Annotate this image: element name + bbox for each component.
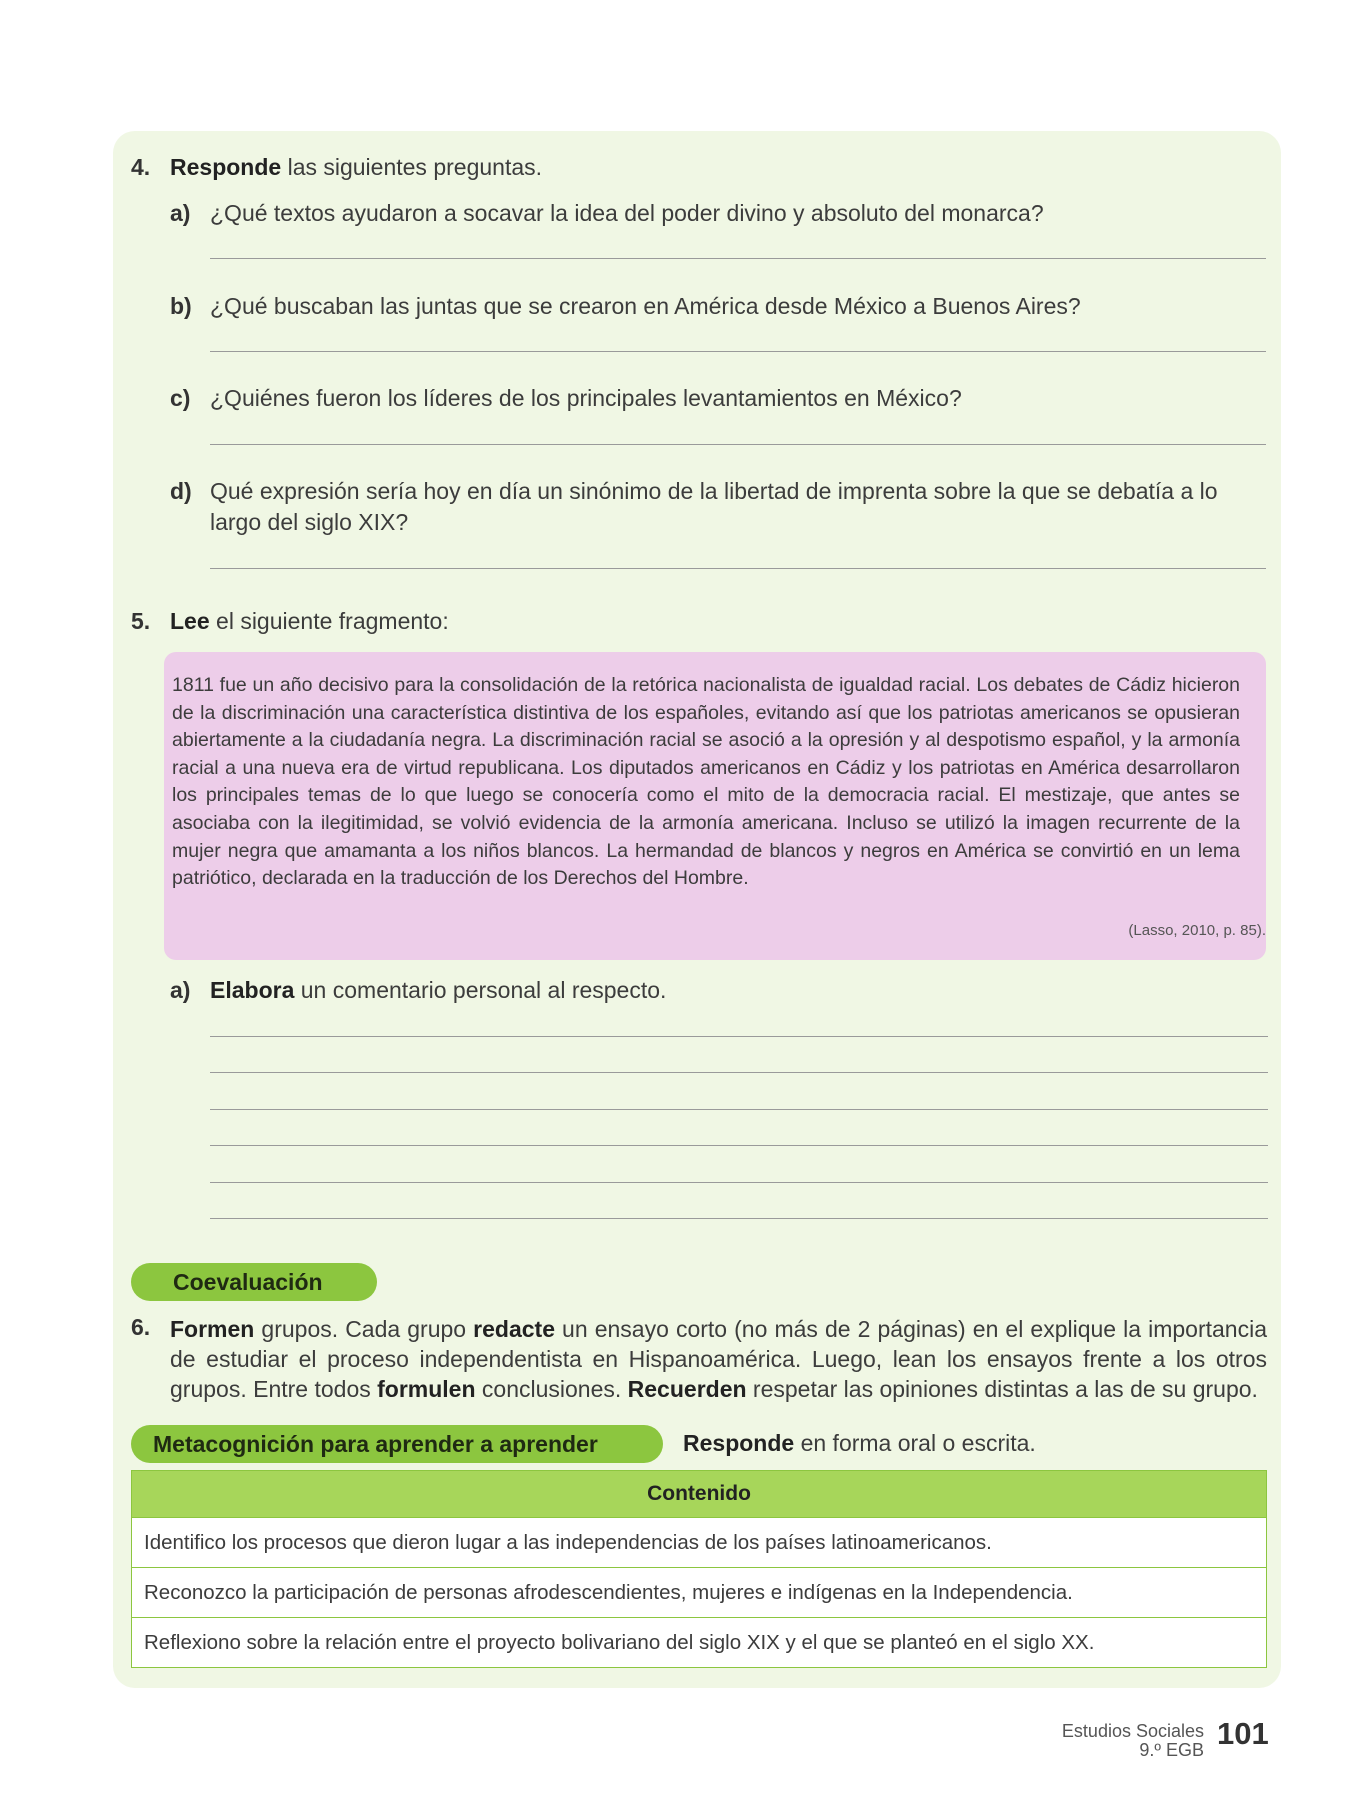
q6-text-1: grupos. Cada grupo [254, 1316, 474, 1342]
answer-line-5a-2[interactable] [210, 1072, 1268, 1073]
answer-line-4a[interactable] [210, 258, 1266, 259]
quote-citation: (Lasso, 2010, p. 85). [1128, 922, 1266, 939]
question-4d-text: Qué expresión sería hoy en día un sinónimo de la libertad de imprenta sobre la que se debatía a lo largo del siglo XIX? [210, 478, 1218, 535]
footer-subject-block [1062, 1722, 1204, 1760]
question-4b-label: b) [170, 293, 192, 319]
q6-word-formen: Formen [170, 1316, 255, 1342]
answer-line-5a-1[interactable] [210, 1036, 1268, 1037]
question-4-rest: las siguientes preguntas. [281, 154, 543, 180]
question-5a-rest: un comentario personal al respecto. [294, 977, 667, 1003]
page-number: 101 [1217, 1716, 1269, 1751]
question-5a-text [210, 975, 1270, 1006]
question-4-verb: Responde [170, 154, 282, 180]
quote-text: 1811 fue un año decisivo para la consolidación de la retórica nacionalista de igualdad racial. Los debates de Cádiz hicieron de la discriminación una característica distintiva de los españoles, evitando así que los patriotas americanos se opusieran abiertamente a la ciudadanía negra. La discriminación racial se asoció a la opresión y al despotismo español, y la armonía racial a una nueva era de virtud republicana. Los diputados americanos en Cádiz y los patriotas en América desarrollaron los principales temas de lo que luego se conocería como el mito de la democracia racial. El mestizaje, que antes se asociaba con la ilegitimidad, se volvió evidencia de la armonía americana. Incluso se utilizó la imagen recurrente de la mujer negra que amamanta a los niños blancos. La hermandad de blancos y negros en América se convirtió en un lema patriótico, declarada en la traducción de los Derechos del Hombre. [172, 674, 1240, 890]
question-4c-label: c) [170, 385, 191, 411]
question-4d-label: d) [170, 478, 192, 504]
q6-text-2: un ensayo corto (no más de 2 páginas) en el explique la importancia de estudiar el proceso independentista en Hispanoamérica. Luego, lean los ensayos frente a los otros grupos. Entre todos [170, 1316, 1267, 1402]
footer-grade: 9.º EGB [1139, 1740, 1204, 1760]
answer-line-5a-4[interactable] [210, 1145, 1268, 1146]
q6-word-redacte: redacte [473, 1316, 555, 1342]
question-5-number: 5. [131, 608, 151, 634]
table-row [132, 1618, 1267, 1668]
question-4-number: 4. [131, 154, 151, 180]
contenido-table [131, 1470, 1267, 1668]
table-header-contenido: Contenido [132, 1471, 1267, 1518]
question-4c-text: ¿Quiénes fueron los líderes de los principales levantamientos en México? [210, 385, 962, 411]
question-4-instruction [170, 154, 542, 181]
q6-word-formulen: formulen [377, 1376, 476, 1402]
table-cell: Identifico los procesos que dieron lugar a las independencias de los países latinoamericanos. [132, 1518, 1267, 1568]
question-5-verb: Lee [170, 608, 210, 634]
q6-text-3: conclusiones. [475, 1376, 628, 1402]
answer-line-4c[interactable] [210, 444, 1266, 445]
footer-subject: Estudios Sociales [1061, 1721, 1204, 1741]
q6-word-recuerden: Recuerden [627, 1376, 747, 1402]
question-4a-text: ¿Qué textos ayudaron a socavar la idea del poder divino y absoluto del monarca? [210, 200, 1044, 226]
question-4b-text: ¿Qué buscaban las juntas que se crearon en América desde México a Buenos Aires? [210, 293, 1081, 319]
question-6-number: 6. [131, 1314, 151, 1340]
table-row [132, 1568, 1267, 1618]
table-cell: Reflexiono sobre la relación entre el proyecto bolivariano del siglo XIX y el que se planteó en el siglo XX. [132, 1618, 1267, 1668]
table-header-row [132, 1471, 1267, 1518]
answer-line-5a-3[interactable] [210, 1109, 1268, 1110]
question-5a-label: a) [170, 977, 191, 1003]
metacognicion-rest: en forma oral o escrita. [794, 1430, 1036, 1456]
coevaluacion-badge: Coevaluación [131, 1263, 377, 1301]
answer-line-4d[interactable] [210, 568, 1266, 569]
table-cell: Reconozco la participación de personas afrodescendientes, mujeres e indígenas en la Independencia. [132, 1568, 1267, 1618]
metacognicion-instruction [683, 1430, 1036, 1457]
question-5a-verb: Elabora [210, 977, 295, 1003]
question-5-instruction [170, 608, 449, 635]
answer-line-4b[interactable] [210, 351, 1266, 352]
answer-line-5a-5[interactable] [210, 1182, 1268, 1183]
q6-text-4: respetar las opiniones distintas a las de su grupo. [746, 1376, 1258, 1402]
metacognicion-verb: Responde [683, 1430, 795, 1456]
table-row [132, 1518, 1267, 1568]
answer-line-5a-6[interactable] [210, 1218, 1268, 1219]
question-5-rest: el siguiente fragmento: [209, 608, 449, 634]
question-4a-label: a) [170, 200, 191, 226]
quote-box [164, 652, 1266, 960]
question-6-text [170, 1314, 1267, 1404]
metacognicion-badge: Metacognición para aprender a aprender [131, 1425, 663, 1463]
